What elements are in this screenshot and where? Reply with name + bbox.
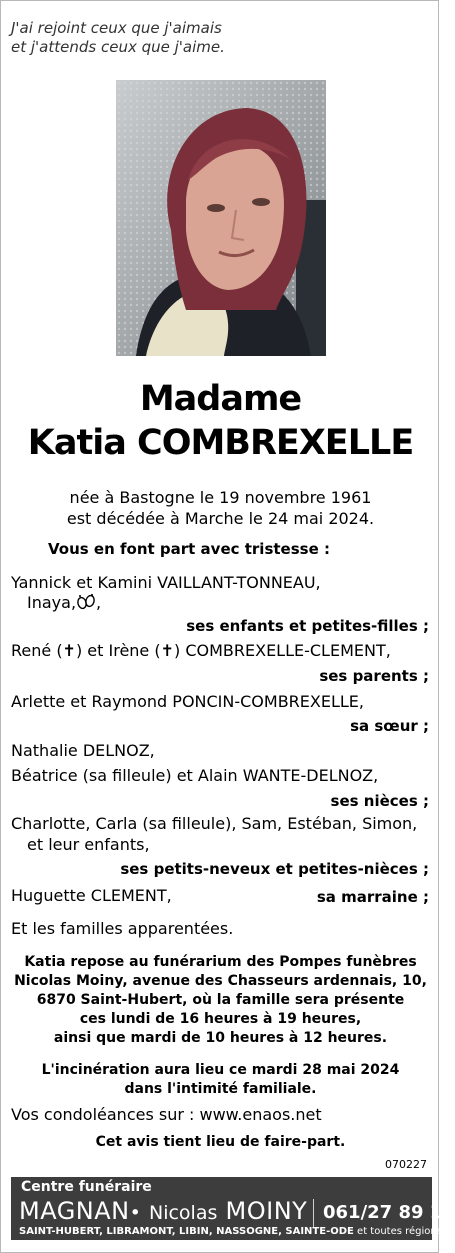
sister-role: sa sœur ; (350, 717, 429, 735)
birth-death-info (1, 487, 440, 529)
towns-suffix: et toutes régions (357, 1226, 442, 1237)
brand-dot: • (129, 1202, 141, 1224)
godmother-role: sa marraine ; (316, 888, 429, 906)
grand-line-1: Charlotte, Carla (sa filleule), Sam, Estéban, Simon, (11, 814, 418, 833)
cremation-notice (1, 1061, 440, 1099)
reference-number: 070227 (385, 1158, 427, 1171)
notice-line-5: ainsi que mardi de 10 heures à 12 heures. (53, 1030, 388, 1046)
sister-line: Arlette et Raymond PONCIN-COMBREXELLE, (11, 692, 364, 711)
phone-number[interactable]: 061/27 89 16 (323, 1202, 455, 1223)
parents-role: ses parents ; (319, 667, 429, 685)
nieces-line-1: Nathalie DELNOZ, (11, 741, 155, 760)
title-name: Katia COMBREXELLE (27, 423, 414, 463)
quote-line-1: J'ai rejoint ceux que j'aimais (11, 19, 222, 37)
notice-line-3: 6870 Saint-Hubert, où la famille sera présente (36, 992, 405, 1008)
notice-line-4: ces lundi de 16 heures à 19 heures, (79, 1011, 362, 1027)
brand-moiny: MOINY (225, 1197, 308, 1225)
quote (11, 19, 225, 57)
nieces-role: ses nièces ; (330, 792, 429, 810)
faire-part-note: Cet avis tient lieu de faire-part. (95, 1134, 346, 1150)
children-role: ses enfants et petites-filles ; (186, 617, 429, 635)
notice-line-7: dans l'intimité familiale. (124, 1081, 317, 1097)
towns-names: SAINT-HUBERT, LIBRAMONT, LIBIN, NASSOGNE, SAINTE-ODE (19, 1226, 354, 1237)
intro-text: Vous en font part avec tristesse : (48, 540, 330, 558)
godmother-line: Huguette CLEMENT, (11, 886, 172, 905)
children-names: Inaya, (27, 593, 77, 612)
birth-line: née à Bastogne le 19 novembre 1961 (69, 488, 372, 507)
condolences-link[interactable]: Vos condoléances sur : www.enaos.net (11, 1105, 322, 1124)
portrait-photo (116, 80, 326, 356)
families-line: Et les familles apparentées. (11, 919, 234, 938)
brand-nicolas: Nicolas (148, 1202, 218, 1224)
brand-magnan: MAGNAN (19, 1197, 130, 1225)
notice-line-6: L'incinération aura lieu ce mardi 28 mai 2024 (41, 1062, 400, 1078)
funeral-home-banner (11, 1177, 455, 1240)
baby-feet-icon (76, 594, 96, 610)
children-suffix: , (96, 593, 102, 612)
title-honorific: Madame (139, 379, 302, 419)
banner-divider (313, 1199, 314, 1227)
notice-line-2: Nicolas Moiny, avenue des Chasseurs ardennais, 10, (14, 973, 427, 989)
grand-line-2: et leur enfants, (27, 835, 150, 854)
children-line-2 (27, 593, 101, 612)
funeral-notice (1, 953, 440, 1048)
nieces-line-2: Béatrice (sa filleule) et Alain WANTE-DELNOZ, (11, 766, 379, 785)
notice-line-1: Katia repose au funérarium des Pompes funèbres (24, 954, 417, 970)
portrait-illustration (116, 80, 326, 356)
children-line-1: Yannick et Kamini VAILLANT-TONNEAU, (11, 573, 321, 592)
funeral-home-brand (19, 1197, 307, 1225)
centre-label: Centre funéraire (21, 1179, 152, 1195)
quote-line-2: et j'attends ceux que j'aime. (11, 38, 225, 56)
towns-list (19, 1226, 442, 1237)
grand-role: ses petits-neveux et petites-nièces ; (120, 860, 429, 878)
parents-line: René (✝) et Irène (✝) COMBREXELLE-CLEMENT, (11, 641, 391, 660)
death-line: est décédée à Marche le 24 mai 2024. (66, 509, 375, 528)
